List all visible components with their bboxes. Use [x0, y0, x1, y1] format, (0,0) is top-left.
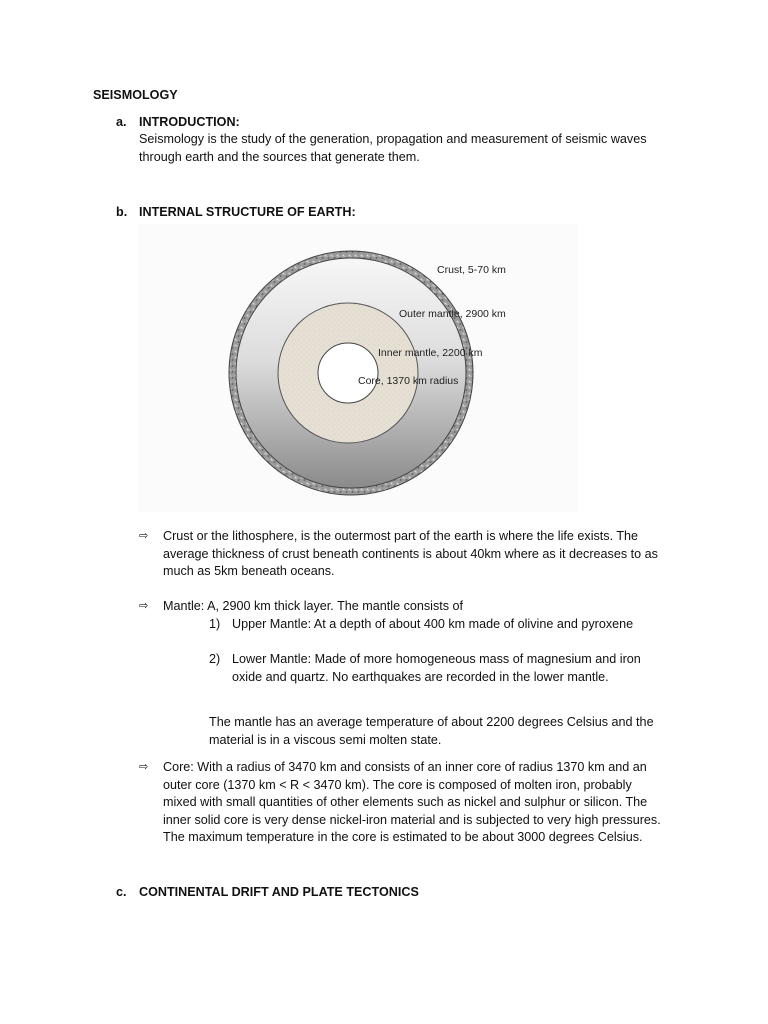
mantle-intro: Mantle: A, 2900 km thick layer. The mantle consists of [163, 599, 464, 613]
core-line: inner solid core is very dense nickel-iron material and is subjected to very high pressures. [163, 812, 661, 827]
document-title: SEISMOLOGY [93, 88, 178, 102]
mantle-item-number: 2) [209, 652, 221, 666]
mantle-item-number: 1) [209, 617, 221, 631]
crust-line: Crust or the lithosphere, is the outermost part of the earth is where the life exists. The [163, 529, 639, 543]
intro-line: Seismology is the study of the generation, propagation and measurement of seismic waves [139, 132, 647, 146]
mantle-item-upper [232, 616, 702, 634]
core-line: Core: With a radius of 3470 km and consists of an inner core of radius 1370 km and an [163, 760, 647, 774]
earth-structure-diagram [138, 224, 578, 512]
label-outer-mantle: Outer mantle, 2900 km [399, 308, 506, 320]
section-b-marker: b. [116, 205, 128, 219]
mantle-note-line: material is in a viscous semi molten state. [209, 732, 442, 747]
crust-line: average thickness of crust beneath continents is about 40km where as it decreases to as [163, 546, 658, 561]
core-line: mixed with small quantities of other elements such as nickel and sulphur or silicon. The [163, 795, 648, 809]
mantle-note-line: The mantle has an average temperature of about 2200 degrees Celsius and the [209, 715, 654, 729]
mantle-item-line: oxide and quartz. No earthquakes are recorded in the lower mantle. [232, 669, 609, 684]
label-core: Core, 1370 km radius [358, 375, 459, 387]
section-c-marker: c. [116, 885, 127, 899]
section-a-heading: INTRODUCTION: [139, 115, 240, 129]
mantle-item-line: Lower Mantle: Made of more homogeneous mass of magnesium and iron [232, 652, 641, 666]
core-line: The maximum temperature in the core is estimated to be about 3000 degrees Celsius. [163, 830, 643, 844]
section-b-heading: INTERNAL STRUCTURE OF EARTH: [139, 205, 356, 219]
core-line: outer core (1370 km < R < 3470 km). The core is composed of molten iron, probably [163, 777, 632, 792]
mantle-item-lower [232, 651, 702, 686]
mantle-note [209, 714, 699, 749]
mantle-item-line: Upper Mantle: At a depth of about 400 km made of olivine and pyroxene [232, 617, 634, 631]
inner-core [318, 343, 378, 403]
section-a-marker: a. [116, 115, 127, 129]
crust-line: much as 5km beneath oceans. [163, 564, 335, 578]
arrow-bullet-icon: ⇨ [139, 761, 149, 773]
label-inner-mantle: Inner mantle, 2200 km [378, 347, 483, 359]
crust-paragraph [163, 528, 703, 581]
core-paragraph [163, 759, 713, 847]
intro-paragraph [139, 131, 699, 166]
section-c-heading: CONTINENTAL DRIFT AND PLATE TECTONICS [139, 885, 419, 899]
arrow-bullet-icon: ⇨ [139, 530, 149, 542]
intro-line: through earth and the sources that generate them. [139, 149, 420, 164]
arrow-bullet-icon: ⇨ [139, 600, 149, 612]
label-crust: Crust, 5-70 km [437, 264, 506, 276]
